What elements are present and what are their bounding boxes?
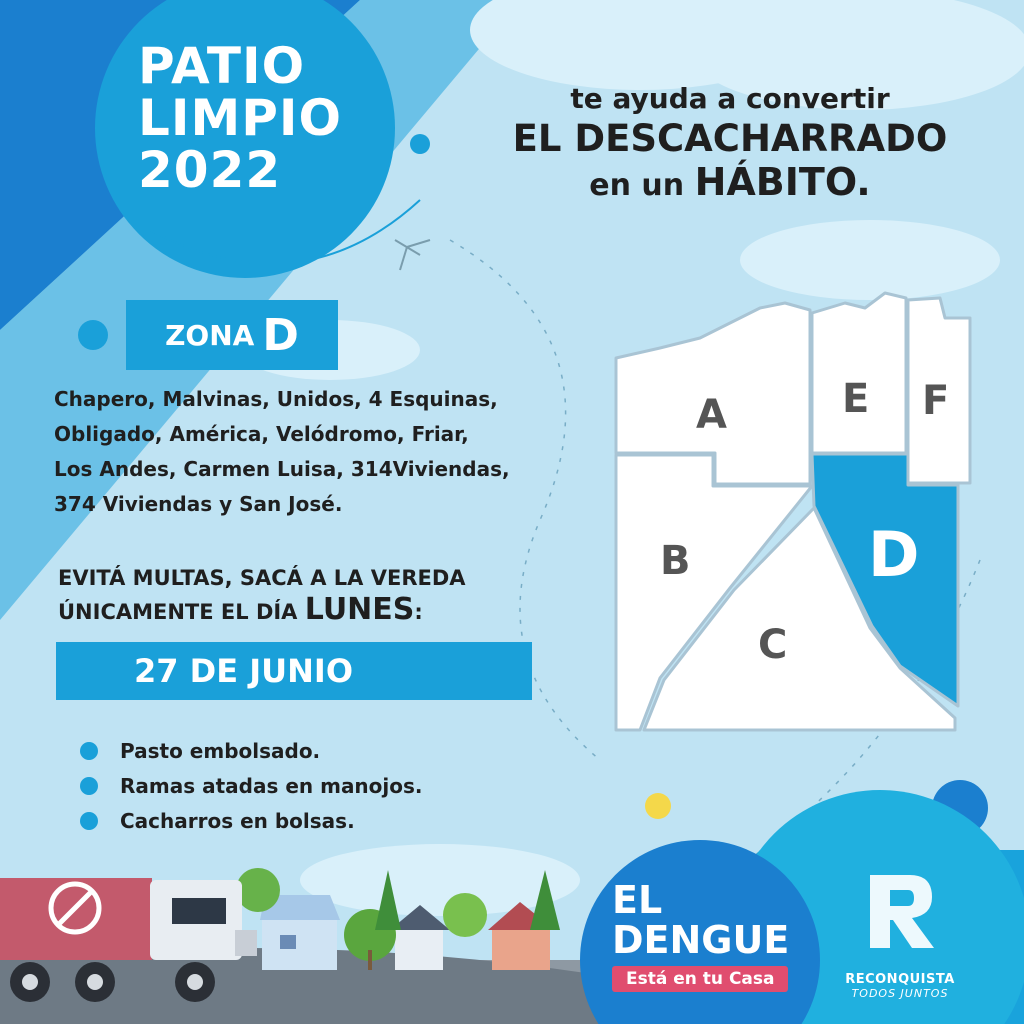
collection-notice bbox=[58, 562, 578, 628]
zone-map-shapes bbox=[600, 288, 980, 738]
logo-dengue-line-1: EL bbox=[612, 878, 663, 922]
bullet-icon bbox=[80, 812, 98, 830]
tagline-line-3-prefix: en un bbox=[589, 168, 685, 203]
list-item-text: Ramas atadas en manojos. bbox=[120, 773, 423, 798]
instructions-list bbox=[80, 733, 423, 838]
el-dengue-logo bbox=[612, 880, 789, 992]
zone-label bbox=[126, 300, 338, 370]
reconquista-name: RECONQUISTA bbox=[845, 972, 955, 987]
zone-f-label: F bbox=[922, 378, 950, 424]
zone-e-shape bbox=[812, 293, 906, 453]
tagline-line-3-bold: HÁBITO. bbox=[694, 160, 871, 204]
zone-a-label: A bbox=[696, 392, 727, 438]
event-title bbox=[138, 37, 342, 199]
zone-d-label: D bbox=[868, 518, 920, 591]
zone-c-label: C bbox=[758, 622, 788, 668]
tagline-line-3 bbox=[470, 162, 990, 206]
notice-line-1: EVITÁ MULTAS, SACÁ A LA VEREDA bbox=[58, 566, 466, 590]
mosquito-icon bbox=[395, 240, 430, 270]
logo-dengue-sub: Está en tu Casa bbox=[612, 966, 788, 992]
zone-b-label: B bbox=[660, 538, 691, 584]
list-item-text: Cacharros en bolsas. bbox=[120, 808, 355, 833]
bullet-icon bbox=[80, 742, 98, 760]
zone-e-label: E bbox=[842, 376, 870, 422]
zone-bullet-dot bbox=[78, 320, 108, 350]
title-line-1: PATIO bbox=[138, 37, 306, 95]
reconquista-tag: TODOS JUNTOS bbox=[851, 987, 949, 1000]
list-item bbox=[80, 768, 423, 803]
tagline-line-1: te ayuda a convertir bbox=[570, 82, 890, 115]
zone-map bbox=[600, 288, 980, 738]
list-item-text: Pasto embolsado. bbox=[120, 738, 321, 763]
notice-line-2-prefix: ÚNICAMENTE EL DÍA bbox=[58, 600, 298, 624]
tagline-line-2: EL DESCACHARRADO bbox=[512, 117, 948, 160]
zone-word: ZONA bbox=[165, 318, 255, 352]
notice-line-2 bbox=[58, 594, 578, 628]
reconquista-logo bbox=[830, 870, 970, 1000]
bullet-icon bbox=[80, 777, 98, 795]
tagline bbox=[470, 82, 990, 206]
title-line-2: LIMPIO bbox=[138, 89, 342, 147]
list-item bbox=[80, 803, 423, 838]
barrios-list: Chapero, Malvinas, Unidos, 4 Esquinas, Obligado, América, Velódromo, Friar, Los Andes, Carmen Luisa, 314Viviendas, 374 Viviendas y San José. bbox=[54, 387, 510, 516]
notice-day: LUNES bbox=[304, 592, 415, 627]
collection-date: 27 DE JUNIO bbox=[56, 642, 532, 700]
notice-colon: : bbox=[414, 600, 423, 624]
zone-letter: D bbox=[262, 309, 299, 361]
title-line-3: 2022 bbox=[138, 141, 282, 199]
logo-dengue-line-2: DENGUE bbox=[612, 918, 790, 962]
list-item bbox=[80, 733, 423, 768]
reconquista-r-icon bbox=[860, 870, 940, 950]
